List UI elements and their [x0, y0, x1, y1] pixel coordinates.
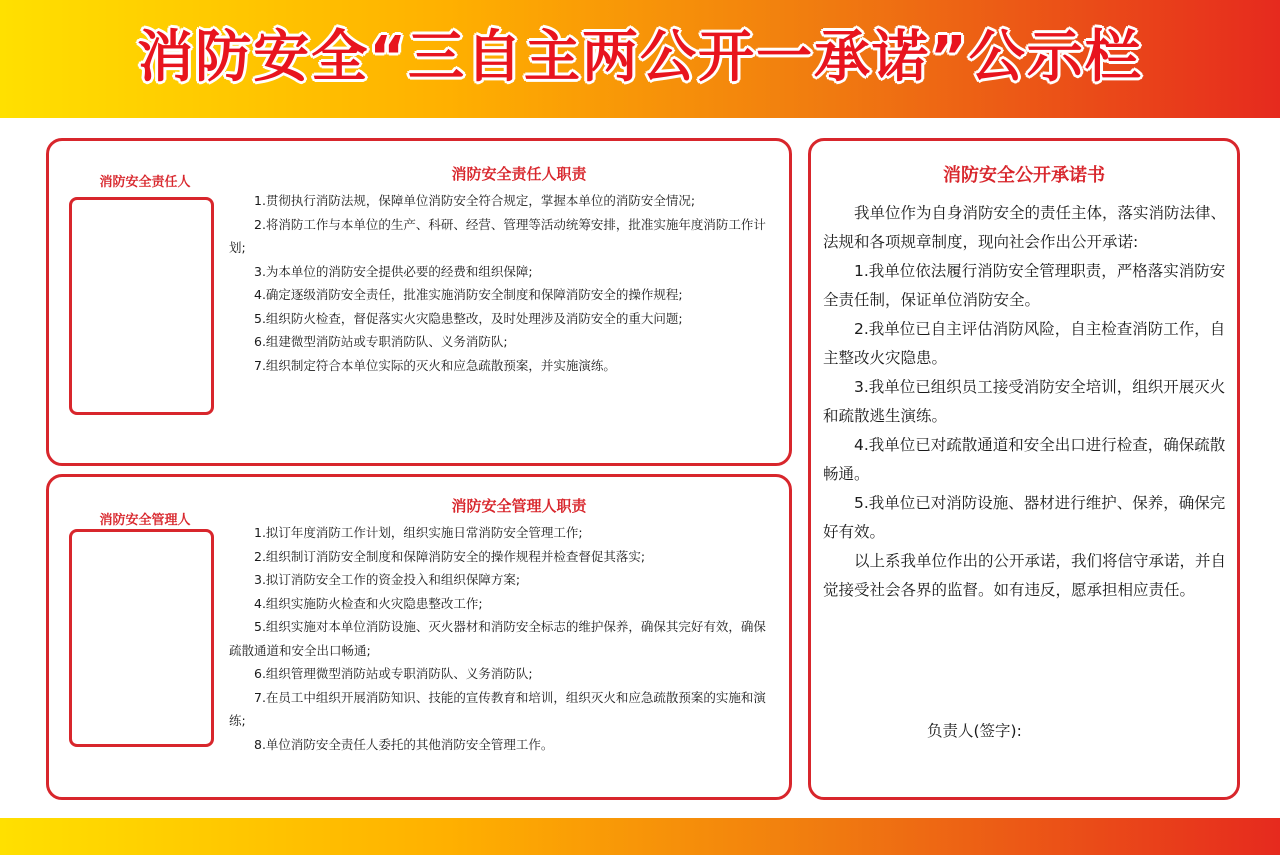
list-item: 7.组织制定符合本单位实际的灭火和应急疏散预案，并实施演练。: [254, 357, 616, 373]
list-item: 3.拟订消防安全工作的资金投入和组织保障方案;: [254, 572, 521, 587]
pledge-paragraph: 2.我单位已自主评估消防风险，自主检查消防工作，自主整改火灾隐患。: [823, 320, 1226, 367]
manager-label: 消防安全管理人: [99, 513, 191, 528]
list-item: 1.贯彻执行消防法规，保障单位消防安全符合规定，掌握本单位的消防安全情况;: [254, 193, 696, 208]
pledge-paragraph: 4.我单位已对疏散通道和安全出口进行检查，确保疏散畅通。: [823, 436, 1226, 483]
bottom-banner: [0, 818, 1280, 855]
page-title: 消防安全“三自主两公开一承诺”公示栏: [137, 25, 1143, 90]
pledge-paragraph: 1.我单位依法履行消防安全管理职责，严格落实消防安全责任制，保证单位消防安全。: [823, 262, 1226, 309]
list-item: 2.组织制订消防安全制度和保障消防安全的操作规程并检查督促其落实;: [254, 548, 646, 564]
signature-label: 负责人(签字):: [927, 722, 1022, 740]
responsible-person-label: 消防安全责任人: [99, 175, 191, 190]
pledge-paragraph: 3.我单位已组织员工接受消防安全培训，组织开展灭火和疏散逃生演练。: [823, 378, 1226, 425]
list-item: 2.将消防工作与本单位的生产、科研、经营、管理等活动统筹安排，批准实施年度消防工作计划;: [229, 216, 766, 255]
list-item: 4.组织实施防火检查和火灾隐患整改工作;: [254, 595, 483, 611]
pledge-paragraph: 以上系我单位作出的公开承诺，我们将信守承诺，并自觉接受社会各界的监督。如有违反，愿承担相应责任。: [823, 552, 1227, 599]
responsible-duties-heading: 消防安全责任人职责: [451, 165, 587, 183]
list-item: 8.单位消防安全责任人委托的其他消防安全管理工作。: [254, 736, 554, 752]
list-item: 5.组织实施对本单位消防设施、灭火器材和消防安全标志的维护保养，确保其完好有效，确保疏散通道和安全出口畅通;: [229, 619, 766, 658]
list-item: 6.组织管理微型消防站或专职消防队、义务消防队;: [254, 666, 533, 681]
list-item: 1.拟订年度消防工作计划，组织实施日常消防安全管理工作;: [254, 525, 583, 540]
manager-duties-heading: 消防安全管理人职责: [451, 497, 587, 515]
pledge-heading: 消防安全公开承诺书: [943, 165, 1105, 186]
pledge-paragraph: 5.我单位已对消防设施、器材进行维护、保养，确保完好有效。: [823, 494, 1226, 541]
responsible-duties-list: [229, 189, 769, 377]
manager-duties-list: [229, 521, 769, 756]
pledge-body: [823, 199, 1229, 605]
pledge-paragraph: 我单位作为自身消防安全的责任主体，落实消防法律、法规和各项规章制度，现向社会作出公开承诺:: [823, 204, 1227, 251]
responsible-person-photo-frame: [69, 197, 214, 415]
responsible-person-panel: [46, 138, 792, 466]
list-item: 5.组织防火检查，督促落实火灾隐患整改，及时处理涉及消防安全的重大问题;: [254, 310, 683, 326]
list-item: 6.组建微型消防站或专职消防队、义务消防队;: [254, 334, 508, 349]
list-item: 7.在员工中组织开展消防知识、技能的宣传教育和培训，组织灭火和应急疏散预案的实施和演练;: [229, 689, 766, 728]
public-pledge-panel: [808, 138, 1240, 800]
manager-panel: [46, 474, 792, 800]
list-item: 4.确定逐级消防安全责任，批准实施消防安全制度和保障消防安全的操作规程;: [254, 287, 683, 302]
manager-photo-frame: [69, 529, 214, 747]
list-item: 3.为本单位的消防安全提供必要的经费和组织保障;: [254, 263, 533, 279]
